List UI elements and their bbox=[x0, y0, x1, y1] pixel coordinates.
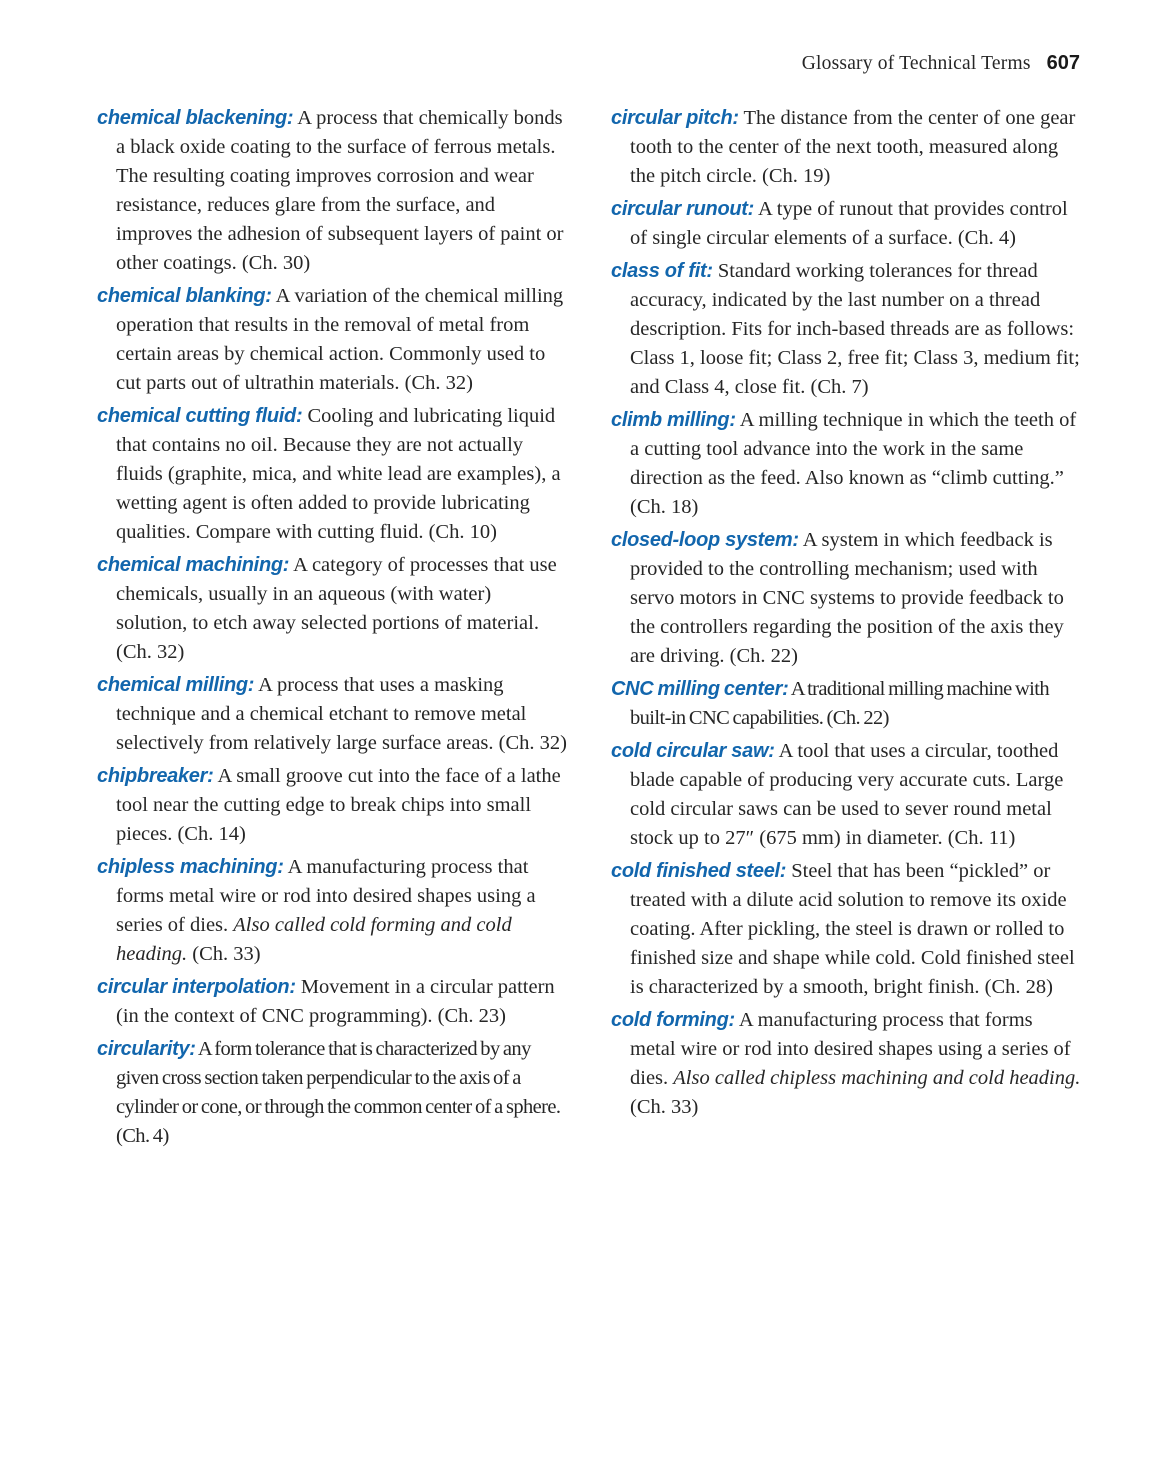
glossary-definition: Cooling and lubricating liquid that contains no oil. Because they are not actually fluids (graphite, mica, and white lead are examples), a wetting agent is often added to provide lubricating qualities. Compare with cutting fluid. (Ch. 10) bbox=[116, 405, 561, 543]
glossary-entry bbox=[97, 762, 567, 849]
glossary-term: cold circular saw: bbox=[611, 740, 775, 762]
glossary-definition-after: (Ch. 33) bbox=[192, 943, 261, 965]
glossary-definition: A type of runout that provides control of single circular elements of a surface. (Ch. 4) bbox=[630, 198, 1068, 249]
glossary-entry bbox=[611, 406, 1081, 522]
glossary-entry bbox=[611, 1006, 1081, 1122]
glossary-entry bbox=[611, 737, 1081, 853]
glossary-term: climb milling: bbox=[611, 409, 736, 431]
glossary-term: chemical blackening: bbox=[97, 107, 294, 129]
glossary-entry bbox=[97, 973, 567, 1031]
glossary-term: class of fit: bbox=[611, 260, 713, 282]
glossary-definition: A manufacturing process that forms metal wire or rod into desired shapes using a series of dies. bbox=[630, 1009, 1071, 1089]
glossary-definition: A system in which feedback is provided to the controlling mechanism; used with servo motors in CNC systems to provide feedback to the controllers regarding the position of the axis they are driving. (Ch. 22) bbox=[630, 529, 1064, 667]
glossary-term: chemical cutting fluid: bbox=[97, 405, 303, 427]
glossary-entry bbox=[97, 104, 567, 278]
glossary-definition: A form tolerance that is characterized by any given cross section taken perpendicular to the axis of a cylinder or cone, or through the common center of a sphere. (Ch. 4) bbox=[116, 1038, 561, 1147]
page-header bbox=[0, 52, 1080, 75]
header-title: Glossary of Technical Terms bbox=[801, 53, 1031, 74]
glossary-entry bbox=[611, 857, 1081, 1002]
glossary-term: cold finished steel: bbox=[611, 860, 787, 882]
glossary-columns bbox=[97, 104, 1081, 1155]
glossary-term: cold forming: bbox=[611, 1009, 735, 1031]
glossary-term: circular pitch: bbox=[611, 107, 739, 129]
glossary-term: circular interpolation: bbox=[97, 976, 296, 998]
glossary-entry bbox=[97, 1035, 567, 1151]
glossary-column-left bbox=[97, 104, 567, 1155]
page-number: 607 bbox=[1046, 52, 1080, 74]
glossary-definition: The distance from the center of one gear tooth to the center of the next tooth, measured along the pitch circle. (Ch. 19) bbox=[630, 107, 1076, 187]
glossary-entry bbox=[97, 551, 567, 667]
glossary-entry bbox=[611, 257, 1081, 402]
glossary-entry bbox=[611, 104, 1081, 191]
glossary-definition: A category of processes that use chemicals, usually in an aqueous (with water) solution, to etch away selected portions of material. (Ch. 32) bbox=[116, 554, 557, 663]
glossary-term: chipbreaker: bbox=[97, 765, 214, 787]
glossary-entry bbox=[97, 282, 567, 398]
glossary-term: chemical machining: bbox=[97, 554, 290, 576]
glossary-term: chipless machining: bbox=[97, 856, 284, 878]
glossary-entry bbox=[611, 526, 1081, 671]
glossary-term: CNC milling center: bbox=[611, 678, 789, 700]
glossary-definition: Steel that has been “pickled” or treated with a dilute acid solution to remove its oxide coating. After pickling, the steel is drawn or rolled to finished size and shape while cold. Cold finished steel is characterized by a smooth, bright finish. (Ch. 28) bbox=[630, 860, 1075, 998]
glossary-definition: A manufacturing process that forms metal wire or rod into desired shapes using a series of dies. bbox=[116, 856, 536, 936]
glossary-term: closed-loop system: bbox=[611, 529, 799, 551]
glossary-definition: A process that chemically bonds a black oxide coating to the surface of ferrous metals. The resulting coating improves corrosion and wear resistance, reduces glare from the surface, and improves the adhesion of subsequent layers of paint or other coatings. (Ch. 30) bbox=[116, 107, 564, 274]
glossary-term: circular runout: bbox=[611, 198, 754, 220]
glossary-definition: Standard working tolerances for thread accuracy, indicated by the last number on a thread description. Fits for inch-based threads are as follows: Class 1, loose fit; Class 2, free fit; Class 3, medium fit; and Class 4, close fit. (Ch. 7) bbox=[630, 260, 1080, 398]
glossary-definition: Movement in a circular pattern (in the context of CNC programming). (Ch. 23) bbox=[116, 976, 555, 1027]
glossary-definition: A tool that uses a circular, toothed blade capable of producing very accurate cuts. Large cold circular saws can be used to sever round metal stock up to 27″ (675 mm) in diameter. (Ch. 11) bbox=[630, 740, 1064, 849]
glossary-entry bbox=[611, 675, 1081, 733]
glossary-term: chemical blanking: bbox=[97, 285, 272, 307]
glossary-definition: A process that uses a masking technique and a chemical etchant to remove metal selectively from relatively large surface areas. (Ch. 32) bbox=[116, 674, 567, 754]
glossary-entry bbox=[97, 402, 567, 547]
glossary-entry bbox=[97, 853, 567, 969]
glossary-term: circularity: bbox=[97, 1038, 196, 1060]
glossary-entry bbox=[611, 195, 1081, 253]
glossary-definition-after: (Ch. 33) bbox=[630, 1096, 699, 1118]
glossary-entry bbox=[97, 671, 567, 758]
glossary-definition: A small groove cut into the face of a lathe tool near the cutting edge to break chips into small pieces. (Ch. 14) bbox=[116, 765, 561, 845]
glossary-definition-italic: Also called chipless machining and cold heading. bbox=[673, 1067, 1081, 1089]
glossary-column-right bbox=[611, 104, 1081, 1155]
glossary-definition: A traditional milling machine with built-in CNC capabilities. (Ch. 22) bbox=[630, 678, 1050, 729]
glossary-definition: A variation of the chemical milling operation that results in the removal of metal from certain areas by chemical action. Commonly used to cut parts out of ultrathin materials. (Ch. 32) bbox=[116, 285, 564, 394]
glossary-definition: A milling technique in which the teeth of a cutting tool advance into the work in the same direction as the feed. Also known as “climb cutting.” (Ch. 18) bbox=[630, 409, 1077, 518]
glossary-term: chemical milling: bbox=[97, 674, 255, 696]
glossary-definition-italic: Also called cold forming and cold heading. bbox=[116, 914, 512, 965]
